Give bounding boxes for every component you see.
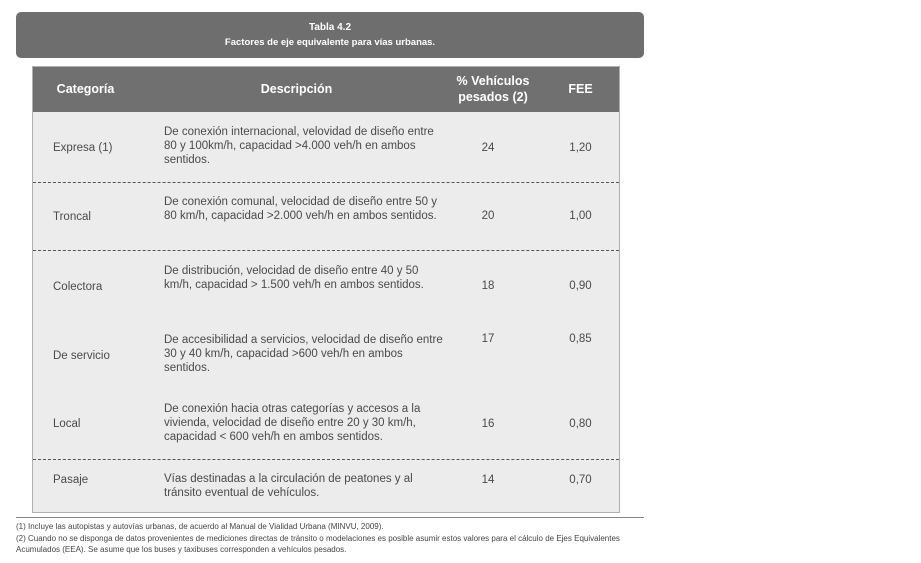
cell-descripcion: Vías destinadas a la circulación de peatones y al tránsito eventual de vehículos. (164, 473, 413, 499)
cell-pct: 14 (481, 474, 495, 486)
cell-descripcion: De accesibilidad a servicios, velocidad de diseño entre 30 y 40 km/h, capacidad >600 veh/h en ambos sentidos. (164, 334, 443, 374)
cell-descripcion: De conexión hacia otras categorías y accesos a la vivienda, velocidad de diseño entre 20 y 30 km/h, capacidad < 600 veh/h en ambos sentidos. (164, 403, 421, 443)
footnotes (16, 517, 644, 556)
header-fee: FEE (568, 81, 593, 96)
cell-descripcion: De distribución, velocidad de diseño entre 40 y 50 km/h, capacidad > 1.500 veh/h en ambos sentidos. (164, 265, 424, 291)
cell-pct: 24 (481, 142, 495, 154)
table-caption: Factores de eje equivalente para vías urbanas. (224, 37, 436, 48)
cell-categoria: Expresa (1) (53, 142, 113, 154)
table-row (33, 320, 619, 389)
cell-pct: 20 (481, 210, 495, 222)
cell-categoria: De servicio (53, 350, 110, 362)
cell-fee: 0,85 (569, 333, 592, 345)
cell-pct: 16 (481, 418, 495, 430)
cell-pct: 18 (481, 280, 495, 292)
cell-fee: 0,80 (569, 418, 592, 430)
cell-descripcion: De conexión internacional, velovidad de diseño entre 80 y 100km/h, capacidad >4.000 veh/h en ambos sentidos. (164, 126, 434, 166)
header-pct-pesados: % Vehículos pesados (2) (456, 73, 530, 104)
table-number: Tabla 4.2 (308, 22, 352, 33)
cell-descripcion: De conexión comunal, velocidad de diseño entre 50 y 80 km/h, capacidad >2.000 veh/h en ambos sentidos. (164, 196, 437, 222)
header-descripcion: Descripción (260, 81, 333, 96)
header-categoria: Categoría (56, 81, 115, 96)
cell-fee: 1,20 (569, 142, 592, 154)
table-header (33, 67, 619, 112)
table-row (33, 459, 619, 514)
table-row (33, 182, 619, 251)
footnote-2: (2) Cuando no se disponga de datos provenientes de mediciones directas de tránsito o modelaciones es posible asumir estos valores para el cálculo de Ejes Equivalentes Acumulados (EEA). Se asume que los buses y taxibuses corresponden a vehículos pesados. (16, 533, 620, 554)
cell-categoria: Troncal (53, 211, 91, 223)
cell-categoria: Pasaje (53, 474, 89, 486)
cell-categoria: Colectora (53, 281, 103, 293)
cell-categoria: Local (53, 418, 81, 430)
table-row (33, 250, 619, 321)
table-title-bar (16, 12, 644, 58)
cell-fee: 0,70 (569, 474, 592, 486)
fee-table (32, 66, 620, 513)
table-row (33, 112, 619, 182)
cell-fee: 0,90 (569, 280, 592, 292)
cell-fee: 1,00 (569, 210, 592, 222)
cell-pct: 17 (481, 333, 495, 345)
table-row (33, 389, 619, 459)
footnote-1: (1) Incluye las autopistas y autovías urbanas, de acuerdo al Manual de Vialidad Urbana (MINVU, 2009). (16, 522, 384, 531)
